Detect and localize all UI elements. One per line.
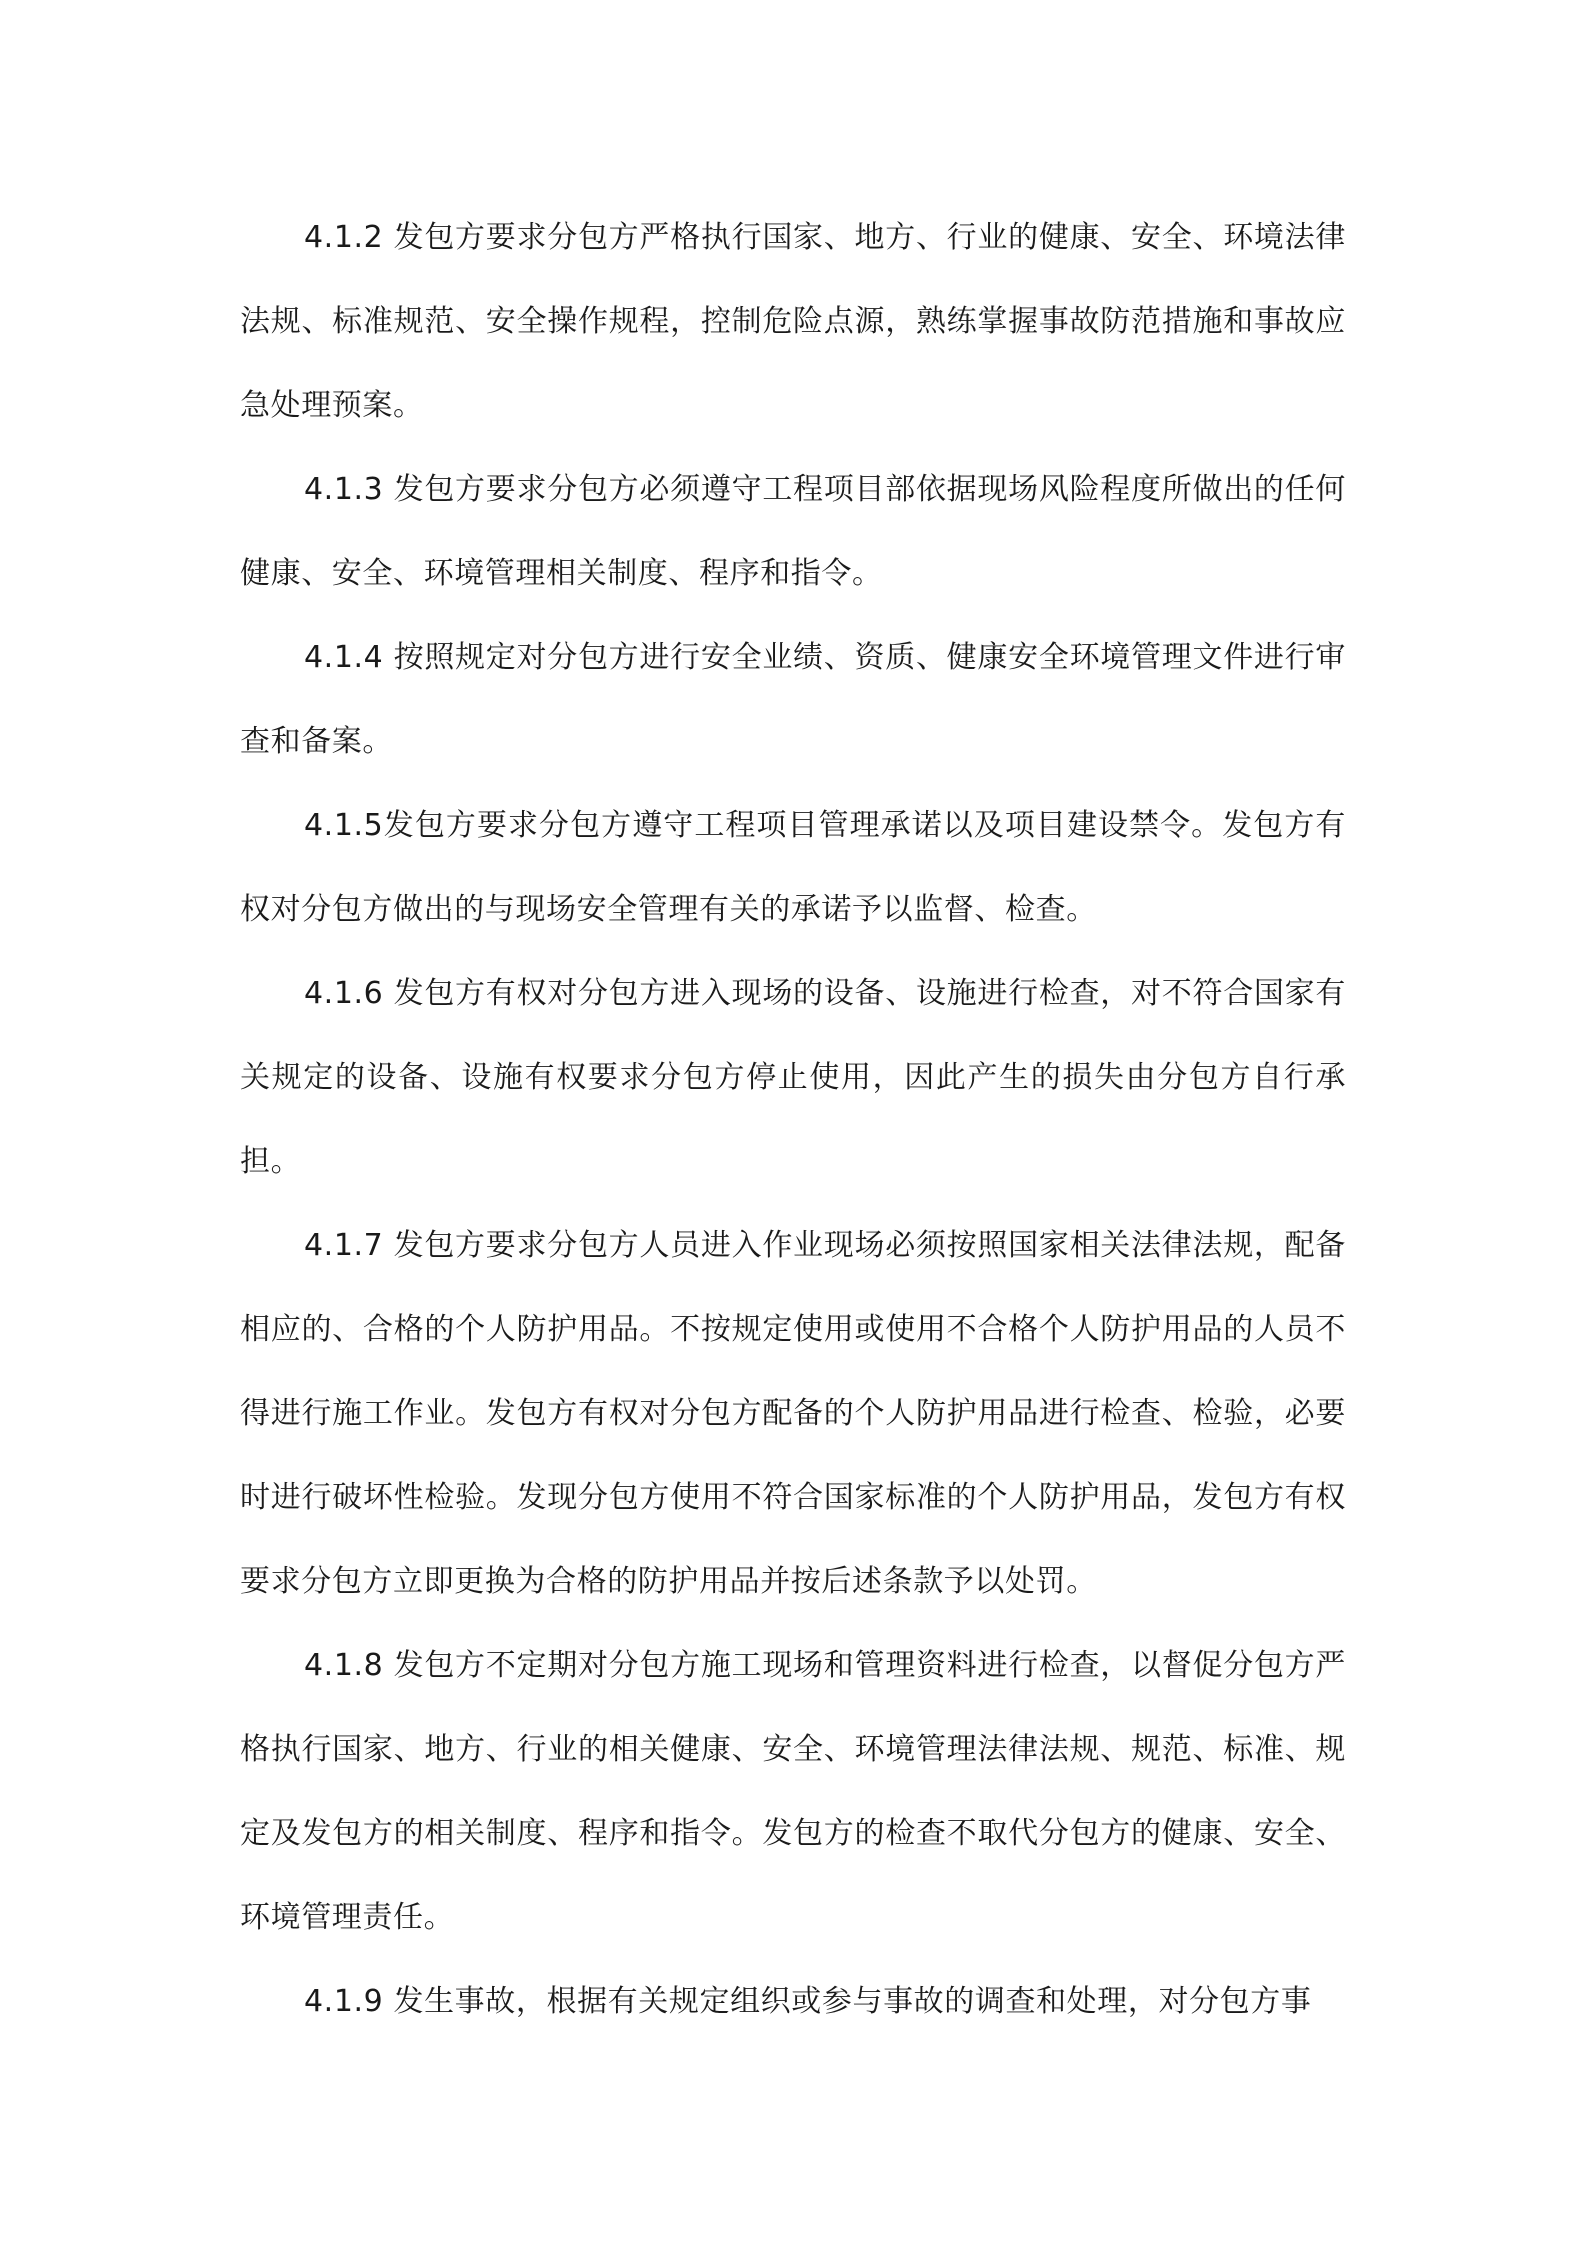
clause-4-1-2: 4.1.2 发包方要求分包方严格执行国家、地方、行业的健康、安全、环境法律法规、标准规范、安全操作规程，控制危险点源，熟练掌握事故防范措施和事故应急处理预案。: [240, 220, 1346, 423]
clause-4-1-7: 4.1.7 发包方要求分包方人员进入作业现场必须按照国家相关法律法规，配备相应的、合格的个人防护用品。不按规定使用或使用不合格个人防护用品的人员不得进行施工作业。发包方有权对分包方配备的个人防护用品进行检查、检验，必要时进行破坏性检验。发现分包方使用不符合国家标准的个人防护用品，发包方有权要求分包方立即更换为合格的防护用品并按后述条款予以处罚。: [240, 1228, 1346, 1599]
document-body: [240, 196, 1346, 2044]
clause-4-1-9: 4.1.9 发生事故，根据有关规定组织或参与事故的调查和处理，对分包方事: [304, 1984, 1312, 2019]
clause-4-1-5: 4.1.5发包方要求分包方遵守工程项目管理承诺以及项目建设禁令。发包方有权对分包方做出的与现场安全管理有关的承诺予以监督、检查。: [240, 808, 1346, 927]
clause-4-1-8: 4.1.8 发包方不定期对分包方施工现场和管理资料进行检查，以督促分包方严格执行国家、地方、行业的相关健康、安全、环境管理法律法规、规范、标准、规定及发包方的相关制度、程序和指令。发包方的检查不取代分包方的健康、安全、环境管理责任。: [240, 1648, 1346, 1935]
clause-4-1-3: 4.1.3 发包方要求分包方必须遵守工程项目部依据现场风险程度所做出的任何健康、安全、环境管理相关制度、程序和指令。: [240, 472, 1346, 591]
clause-4-1-6: 4.1.6 发包方有权对分包方进入现场的设备、设施进行检查，对不符合国家有关规定的设备、设施有权要求分包方停止使用，因此产生的损失由分包方自行承担。: [240, 976, 1346, 1179]
clause-4-1-4: 4.1.4 按照规定对分包方进行安全业绩、资质、健康安全环境管理文件进行审查和备案。: [240, 640, 1346, 759]
